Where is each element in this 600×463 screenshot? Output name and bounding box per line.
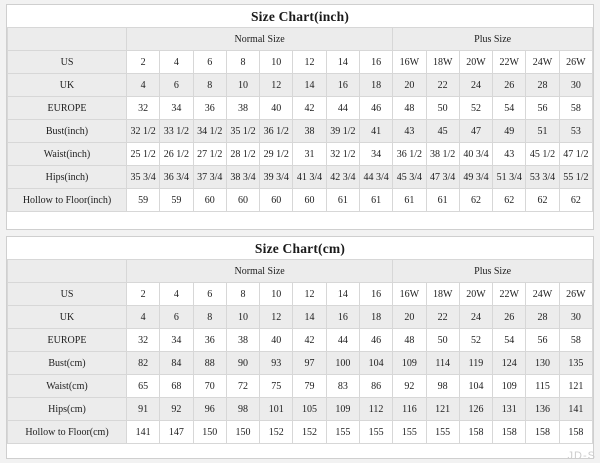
table-cell: 65: [127, 375, 160, 398]
table-cell: 38 3/4: [226, 166, 259, 189]
table-corner-cell: [8, 260, 127, 283]
table-cell: 20: [393, 306, 426, 329]
row-header: EUROPE: [8, 97, 127, 120]
size-chart-inch: [6, 4, 594, 230]
table-cell: 18: [359, 74, 392, 97]
table-cell: 109: [326, 398, 359, 421]
row-header: Bust(cm): [8, 352, 127, 375]
group-header-plus: Plus Size: [393, 260, 593, 283]
table-cell: 70: [193, 375, 226, 398]
table-cell: 6: [193, 51, 226, 74]
table-cell: 32 1/2: [127, 120, 160, 143]
table-cell: 150: [193, 421, 226, 444]
row-header: Hips(inch): [8, 166, 127, 189]
table-cell: 131: [493, 398, 526, 421]
size-table-inch-body: [8, 28, 593, 212]
table-cell: 48: [393, 97, 426, 120]
table-cell: 72: [226, 375, 259, 398]
table-cell: 101: [260, 398, 293, 421]
table-cell: 82: [127, 352, 160, 375]
table-cell: 30: [559, 74, 592, 97]
row-header: UK: [8, 74, 127, 97]
table-cell: 104: [459, 375, 492, 398]
row-header: UK: [8, 306, 127, 329]
table-cell: 158: [459, 421, 492, 444]
table-cell: 26: [493, 306, 526, 329]
table-row: [8, 352, 593, 375]
table-cell: 112: [359, 398, 392, 421]
table-row: [8, 375, 593, 398]
table-cell: 16: [326, 74, 359, 97]
table-cell: 16W: [393, 283, 426, 306]
table-cell: 43: [493, 143, 526, 166]
table-cell: 22: [426, 74, 459, 97]
table-cell: 155: [426, 421, 459, 444]
table-cell: 10: [226, 306, 259, 329]
row-header: EUROPE: [8, 329, 127, 352]
table-cell: 46: [359, 97, 392, 120]
table-row: [8, 189, 593, 212]
table-cell: 50: [426, 329, 459, 352]
table-cell: 90: [226, 352, 259, 375]
table-cell: 58: [559, 97, 592, 120]
table-cell: 39 3/4: [260, 166, 293, 189]
table-cell: 79: [293, 375, 326, 398]
table-cell: 42: [293, 97, 326, 120]
table-cell: 22: [426, 306, 459, 329]
table-cell: 91: [127, 398, 160, 421]
table-cell: 60: [260, 189, 293, 212]
table-cell: 14: [326, 283, 359, 306]
table-row: [8, 421, 593, 444]
row-header: US: [8, 283, 127, 306]
table-cell: 12: [260, 74, 293, 97]
table-cell: 115: [526, 375, 559, 398]
table-cell: 4: [160, 283, 193, 306]
table-cell: 34: [160, 97, 193, 120]
table-cell: 45: [426, 120, 459, 143]
table-cell: 31: [293, 143, 326, 166]
table-cell: 62: [559, 189, 592, 212]
table-cell: 121: [426, 398, 459, 421]
table-cell: 24: [459, 306, 492, 329]
row-header: Bust(inch): [8, 120, 127, 143]
table-cell: 130: [526, 352, 559, 375]
row-header: Waist(inch): [8, 143, 127, 166]
table-cell: 83: [326, 375, 359, 398]
table-cell: 43: [393, 120, 426, 143]
table-cell: 41 3/4: [293, 166, 326, 189]
table-cell: 36 1/2: [393, 143, 426, 166]
table-cell: 44: [326, 329, 359, 352]
row-header: Hollow to Floor(cm): [8, 421, 127, 444]
table-cell: 22W: [493, 283, 526, 306]
table-cell: 18W: [426, 51, 459, 74]
table-row: [8, 97, 593, 120]
table-cell: 36 3/4: [160, 166, 193, 189]
table-cell: 54: [493, 97, 526, 120]
table-cell: 2: [127, 283, 160, 306]
table-cell: 51 3/4: [493, 166, 526, 189]
table-cell: 4: [127, 74, 160, 97]
table-cell: 150: [226, 421, 259, 444]
table-cell: 36: [193, 97, 226, 120]
table-row: [8, 143, 593, 166]
table-cell: 84: [160, 352, 193, 375]
table-cell: 26W: [559, 51, 592, 74]
table-cell: 35 3/4: [127, 166, 160, 189]
table-cell: 40 3/4: [459, 143, 492, 166]
table-row: [8, 74, 593, 97]
table-cell: 36 1/2: [260, 120, 293, 143]
table-cell: 152: [293, 421, 326, 444]
table-cell: 20W: [459, 283, 492, 306]
table-cell: 42 3/4: [326, 166, 359, 189]
table-cell: 10: [226, 74, 259, 97]
table-cell: 60: [226, 189, 259, 212]
size-chart-cm: [6, 236, 594, 459]
table-cell: 141: [127, 421, 160, 444]
table-cell: 25 1/2: [127, 143, 160, 166]
table-row: [8, 283, 593, 306]
table-cell: 42: [293, 329, 326, 352]
table-cell: 100: [326, 352, 359, 375]
table-cell: 8: [193, 74, 226, 97]
table-cell: 53 3/4: [526, 166, 559, 189]
size-table-cm-body: [8, 260, 593, 444]
table-cell: 96: [193, 398, 226, 421]
table-cell: 32: [127, 97, 160, 120]
size-table-inch: [7, 27, 593, 212]
table-cell: 16W: [393, 51, 426, 74]
table-cell: 158: [526, 421, 559, 444]
table-cell: 36: [193, 329, 226, 352]
watermark: JD-S: [567, 450, 596, 462]
table-cell: 8: [193, 306, 226, 329]
table-cell: 18W: [426, 283, 459, 306]
table-cell: 98: [426, 375, 459, 398]
table-cell: 126: [459, 398, 492, 421]
table-corner-cell: [8, 28, 127, 51]
table-cell: 4: [160, 51, 193, 74]
table-cell: 50: [426, 97, 459, 120]
table-cell: 40: [260, 329, 293, 352]
row-header: Hollow to Floor(inch): [8, 189, 127, 212]
table-cell: 10: [260, 283, 293, 306]
table-cell: 33 1/2: [160, 120, 193, 143]
table-cell: 20: [393, 74, 426, 97]
table-cell: 61: [326, 189, 359, 212]
table-cell: 49 3/4: [459, 166, 492, 189]
table-cell: 6: [160, 306, 193, 329]
table-cell: 92: [160, 398, 193, 421]
table-cell: 135: [559, 352, 592, 375]
table-cell: 4: [127, 306, 160, 329]
table-cell: 32 1/2: [326, 143, 359, 166]
table-cell: 121: [559, 375, 592, 398]
table-cell: 158: [493, 421, 526, 444]
table-cell: 53: [559, 120, 592, 143]
table-cell: 34 1/2: [193, 120, 226, 143]
table-cell: 109: [493, 375, 526, 398]
table-cell: 28: [526, 74, 559, 97]
table-cell: 27 1/2: [193, 143, 226, 166]
table-cell: 38: [226, 329, 259, 352]
table-cell: 14: [293, 74, 326, 97]
table-cell: 16: [359, 283, 392, 306]
group-header-normal: Normal Size: [127, 260, 393, 283]
table-cell: 155: [359, 421, 392, 444]
table-cell: 56: [526, 97, 559, 120]
table-cell: 16: [326, 306, 359, 329]
table-cell: 14: [293, 306, 326, 329]
table-cell: 61: [359, 189, 392, 212]
table-cell: 26 1/2: [160, 143, 193, 166]
table-cell: 32: [127, 329, 160, 352]
table-cell: 6: [160, 74, 193, 97]
group-header-row: [8, 28, 593, 51]
table-cell: 45 1/2: [526, 143, 559, 166]
table-cell: 28: [526, 306, 559, 329]
table-cell: 119: [459, 352, 492, 375]
table-cell: 45 3/4: [393, 166, 426, 189]
table-cell: 26: [493, 74, 526, 97]
table-cell: 49: [493, 120, 526, 143]
table-cell: 152: [260, 421, 293, 444]
table-cell: 8: [226, 51, 259, 74]
table-cell: 44 3/4: [359, 166, 392, 189]
table-cell: 59: [127, 189, 160, 212]
table-cell: 20W: [459, 51, 492, 74]
table-cell: 24W: [526, 51, 559, 74]
table-cell: 75: [260, 375, 293, 398]
table-cell: 44: [326, 97, 359, 120]
table-cell: 88: [193, 352, 226, 375]
table-row: [8, 120, 593, 143]
chart-title-cm: Size Chart(cm): [254, 241, 346, 256]
table-row: [8, 306, 593, 329]
table-cell: 105: [293, 398, 326, 421]
row-header: Hips(cm): [8, 398, 127, 421]
table-cell: 35 1/2: [226, 120, 259, 143]
table-cell: 92: [393, 375, 426, 398]
table-cell: 48: [393, 329, 426, 352]
group-header-plus: Plus Size: [393, 28, 593, 51]
table-cell: 98: [226, 398, 259, 421]
table-cell: 68: [160, 375, 193, 398]
table-cell: 12: [293, 283, 326, 306]
table-cell: 55 1/2: [559, 166, 592, 189]
table-cell: 86: [359, 375, 392, 398]
table-cell: 62: [526, 189, 559, 212]
table-cell: 38 1/2: [426, 143, 459, 166]
table-cell: 46: [359, 329, 392, 352]
table-cell: 24W: [526, 283, 559, 306]
table-cell: 16: [359, 51, 392, 74]
table-cell: 60: [293, 189, 326, 212]
table-cell: 136: [526, 398, 559, 421]
table-cell: 38: [226, 97, 259, 120]
table-cell: 38: [293, 120, 326, 143]
table-cell: 29 1/2: [260, 143, 293, 166]
table-cell: 40: [260, 97, 293, 120]
table-cell: 12: [260, 306, 293, 329]
table-cell: 51: [526, 120, 559, 143]
table-cell: 47 3/4: [426, 166, 459, 189]
table-cell: 47 1/2: [559, 143, 592, 166]
table-cell: 141: [559, 398, 592, 421]
table-cell: 147: [160, 421, 193, 444]
table-cell: 56: [526, 329, 559, 352]
table-cell: 60: [193, 189, 226, 212]
table-cell: 109: [393, 352, 426, 375]
table-cell: 24: [459, 74, 492, 97]
table-row: [8, 166, 593, 189]
table-cell: 54: [493, 329, 526, 352]
table-row: [8, 398, 593, 421]
size-table-cm: [7, 259, 593, 444]
table-cell: 30: [559, 306, 592, 329]
group-header-row: [8, 260, 593, 283]
table-cell: 10: [260, 51, 293, 74]
table-cell: 93: [260, 352, 293, 375]
table-cell: 34: [359, 143, 392, 166]
table-cell: 116: [393, 398, 426, 421]
table-cell: 41: [359, 120, 392, 143]
table-row: [8, 51, 593, 74]
table-cell: 34: [160, 329, 193, 352]
table-cell: 62: [493, 189, 526, 212]
table-cell: 26W: [559, 283, 592, 306]
table-cell: 6: [193, 283, 226, 306]
table-cell: 58: [559, 329, 592, 352]
table-cell: 47: [459, 120, 492, 143]
table-cell: 2: [127, 51, 160, 74]
table-cell: 12: [293, 51, 326, 74]
table-cell: 155: [393, 421, 426, 444]
table-cell: 37 3/4: [193, 166, 226, 189]
table-cell: 158: [559, 421, 592, 444]
table-cell: 104: [359, 352, 392, 375]
row-header: Waist(cm): [8, 375, 127, 398]
table-cell: 124: [493, 352, 526, 375]
table-cell: 114: [426, 352, 459, 375]
table-cell: 18: [359, 306, 392, 329]
table-cell: 155: [326, 421, 359, 444]
table-cell: 22W: [493, 51, 526, 74]
table-cell: 97: [293, 352, 326, 375]
table-cell: 59: [160, 189, 193, 212]
table-row: [8, 329, 593, 352]
table-cell: 61: [393, 189, 426, 212]
table-cell: 52: [459, 97, 492, 120]
table-cell: 61: [426, 189, 459, 212]
table-cell: 14: [326, 51, 359, 74]
table-cell: 52: [459, 329, 492, 352]
table-cell: 28 1/2: [226, 143, 259, 166]
row-header: US: [8, 51, 127, 74]
table-cell: 39 1/2: [326, 120, 359, 143]
table-cell: 62: [459, 189, 492, 212]
group-header-normal: Normal Size: [127, 28, 393, 51]
chart-title-inch: Size Chart(inch): [250, 9, 350, 24]
table-cell: 8: [226, 283, 259, 306]
